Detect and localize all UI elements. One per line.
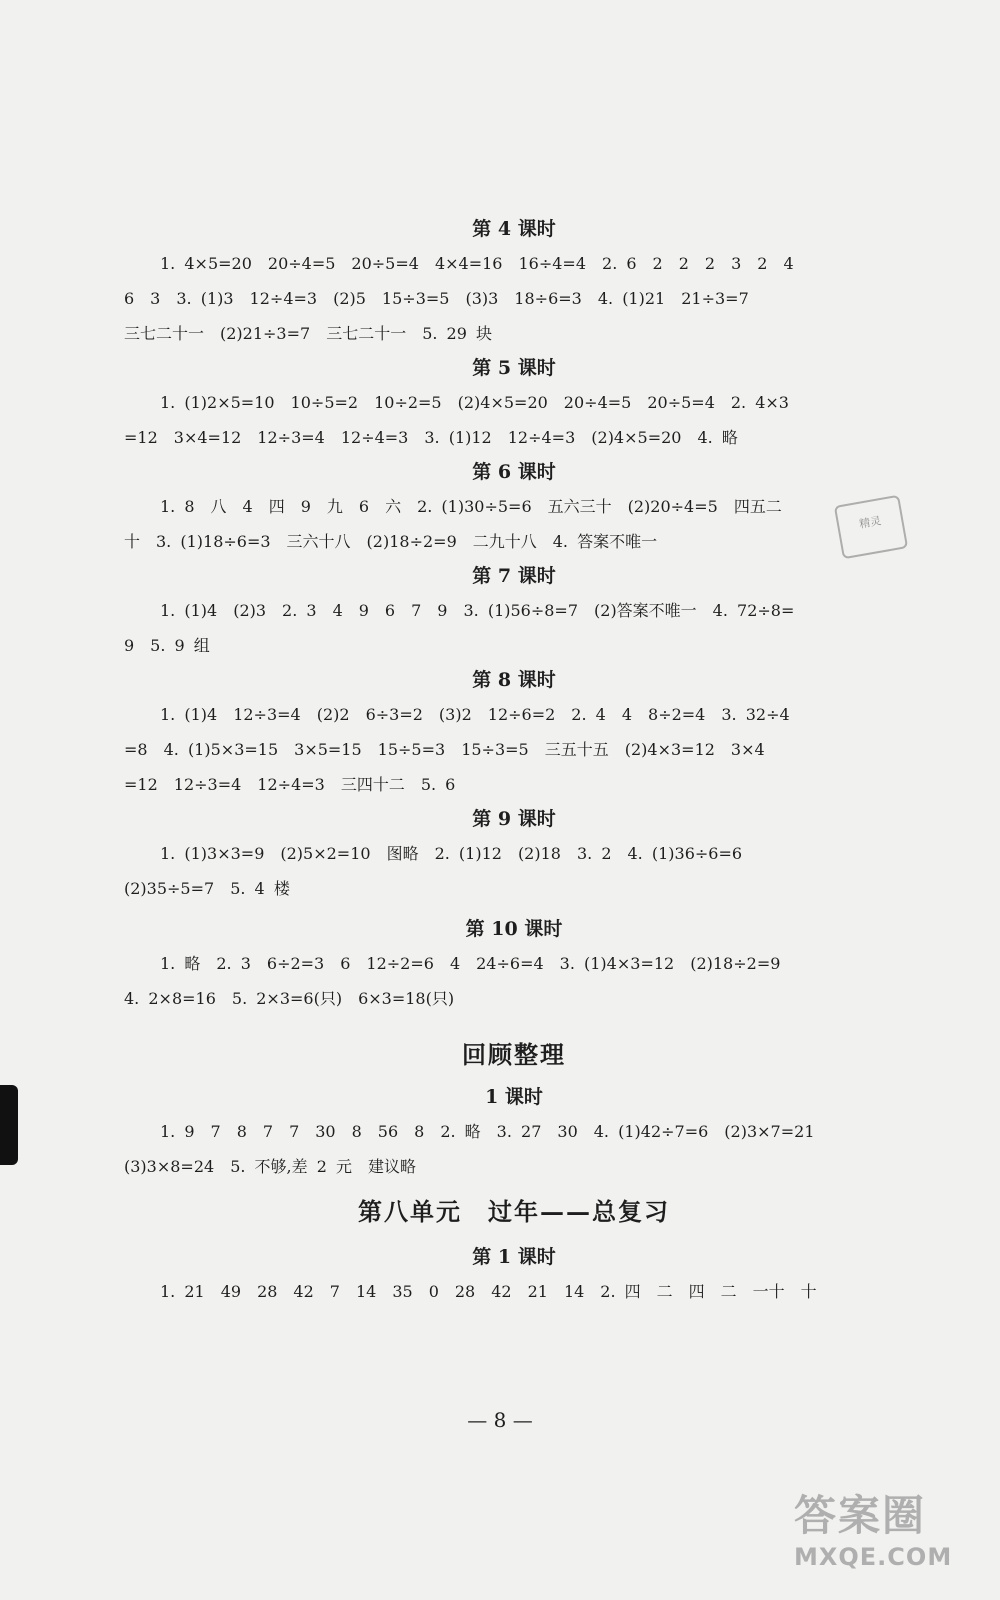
answer-line: 三七二十一 (2)21÷3=7 三七二十一 5. 29 块 [124, 324, 492, 343]
stamp-text: 精灵 [858, 514, 883, 531]
section-title-9: 第 9 课时 [472, 808, 556, 830]
watermark-url: MXQE.COM [794, 1543, 953, 1571]
answer-line: (2)35÷5=7 5. 4 楼 [124, 879, 290, 898]
watermark-chars: 答案圈 [794, 1491, 927, 1540]
answer-line: 1. (1)4 12÷3=4 (2)2 6÷3=2 (3)2 12÷6=2 2. 4 4 8÷2=4 3. 32÷4 [160, 705, 790, 724]
answer-line: 1. (1)3×3=9 (2)5×2=10 图略 2. (1)12 (2)18 3. 2 4. (1)36÷6=6 [160, 844, 743, 863]
answer-line: =8 4. (1)5×3=15 3×5=15 15÷5=3 15÷3=5 三五十五 (2)4×3=12 3×4 [124, 740, 765, 759]
section-title-6: 第 6 课时 [472, 461, 556, 483]
review-heading: 回顾整理 [462, 1040, 566, 1069]
answer-line: 1. 4×5=20 20÷4=5 20÷5=4 4×4=16 16÷4=4 2. 6 2 2 2 3 2 4 [160, 254, 794, 273]
answer-content [124, 212, 904, 1309]
section-title-5: 第 5 课时 [472, 357, 556, 379]
section-title-8: 第 8 课时 [472, 669, 556, 691]
unit-eight-section-title: 第 1 课时 [472, 1246, 556, 1268]
answer-line: (3)3×8=24 5. 不够,差 2 元 建议略 [124, 1157, 416, 1176]
binding-mark [0, 1085, 18, 1165]
answer-line: 1. 略 2. 3 6÷2=3 6 12÷2=6 4 24÷6=4 3. (1)4×3=12 (2)18÷2=9 [160, 954, 781, 973]
answer-line: 1. 9 7 8 7 7 30 8 56 8 2. 略 3. 27 30 4. (1)42÷7=6 (2)3×7=21 [160, 1122, 815, 1141]
section-title-7: 第 7 课时 [472, 565, 556, 587]
answer-line: =12 12÷3=4 12÷4=3 三四十二 5. 6 [124, 775, 456, 794]
stamp [834, 495, 908, 560]
answer-line: 1. (1)4 (2)3 2. 3 4 9 6 7 9 3. (1)56÷8=7 (2)答案不唯一 4. 72÷8= [160, 601, 795, 620]
section-title-4: 第 4 课时 [472, 218, 556, 240]
watermark-logo [794, 1490, 984, 1585]
answer-line: =12 3×4=12 12÷3=4 12÷4=3 3. (1)12 12÷4=3 (2)4×5=20 4. 略 [124, 428, 738, 447]
answer-line: 十 3. (1)18÷6=3 三六十八 (2)18÷2=9 二九十八 4. 答案不唯一 [124, 532, 658, 551]
answer-line: 4. 2×8=16 5. 2×3=6(只) 6×3=18(只) [124, 989, 455, 1008]
answer-line: 9 5. 9 组 [124, 636, 210, 655]
answer-line: 1. (1)2×5=10 10÷5=2 10÷2=5 (2)4×5=20 20÷4=5 20÷5=4 2. 4×3 [160, 393, 789, 412]
answer-line: 1. 8 八 4 四 9 九 6 六 2. (1)30÷5=6 五六三十 (2)20÷4=5 四五二 [160, 497, 782, 516]
unit-eight-heading: 第八单元 过年——总复习 [358, 1197, 670, 1226]
answer-line: 1. 21 49 28 42 7 14 35 0 28 42 21 14 2. 四 二 四 二 一十 十 [160, 1282, 817, 1301]
section-title-10: 第 10 课时 [465, 918, 563, 940]
review-title: 1 课时 [485, 1086, 543, 1108]
answer-line: 6 3 3. (1)3 12÷4=3 (2)5 15÷3=5 (3)3 18÷6=3 4. (1)21 21÷3=7 [124, 289, 749, 308]
page-number: — 8 — [467, 1408, 533, 1432]
